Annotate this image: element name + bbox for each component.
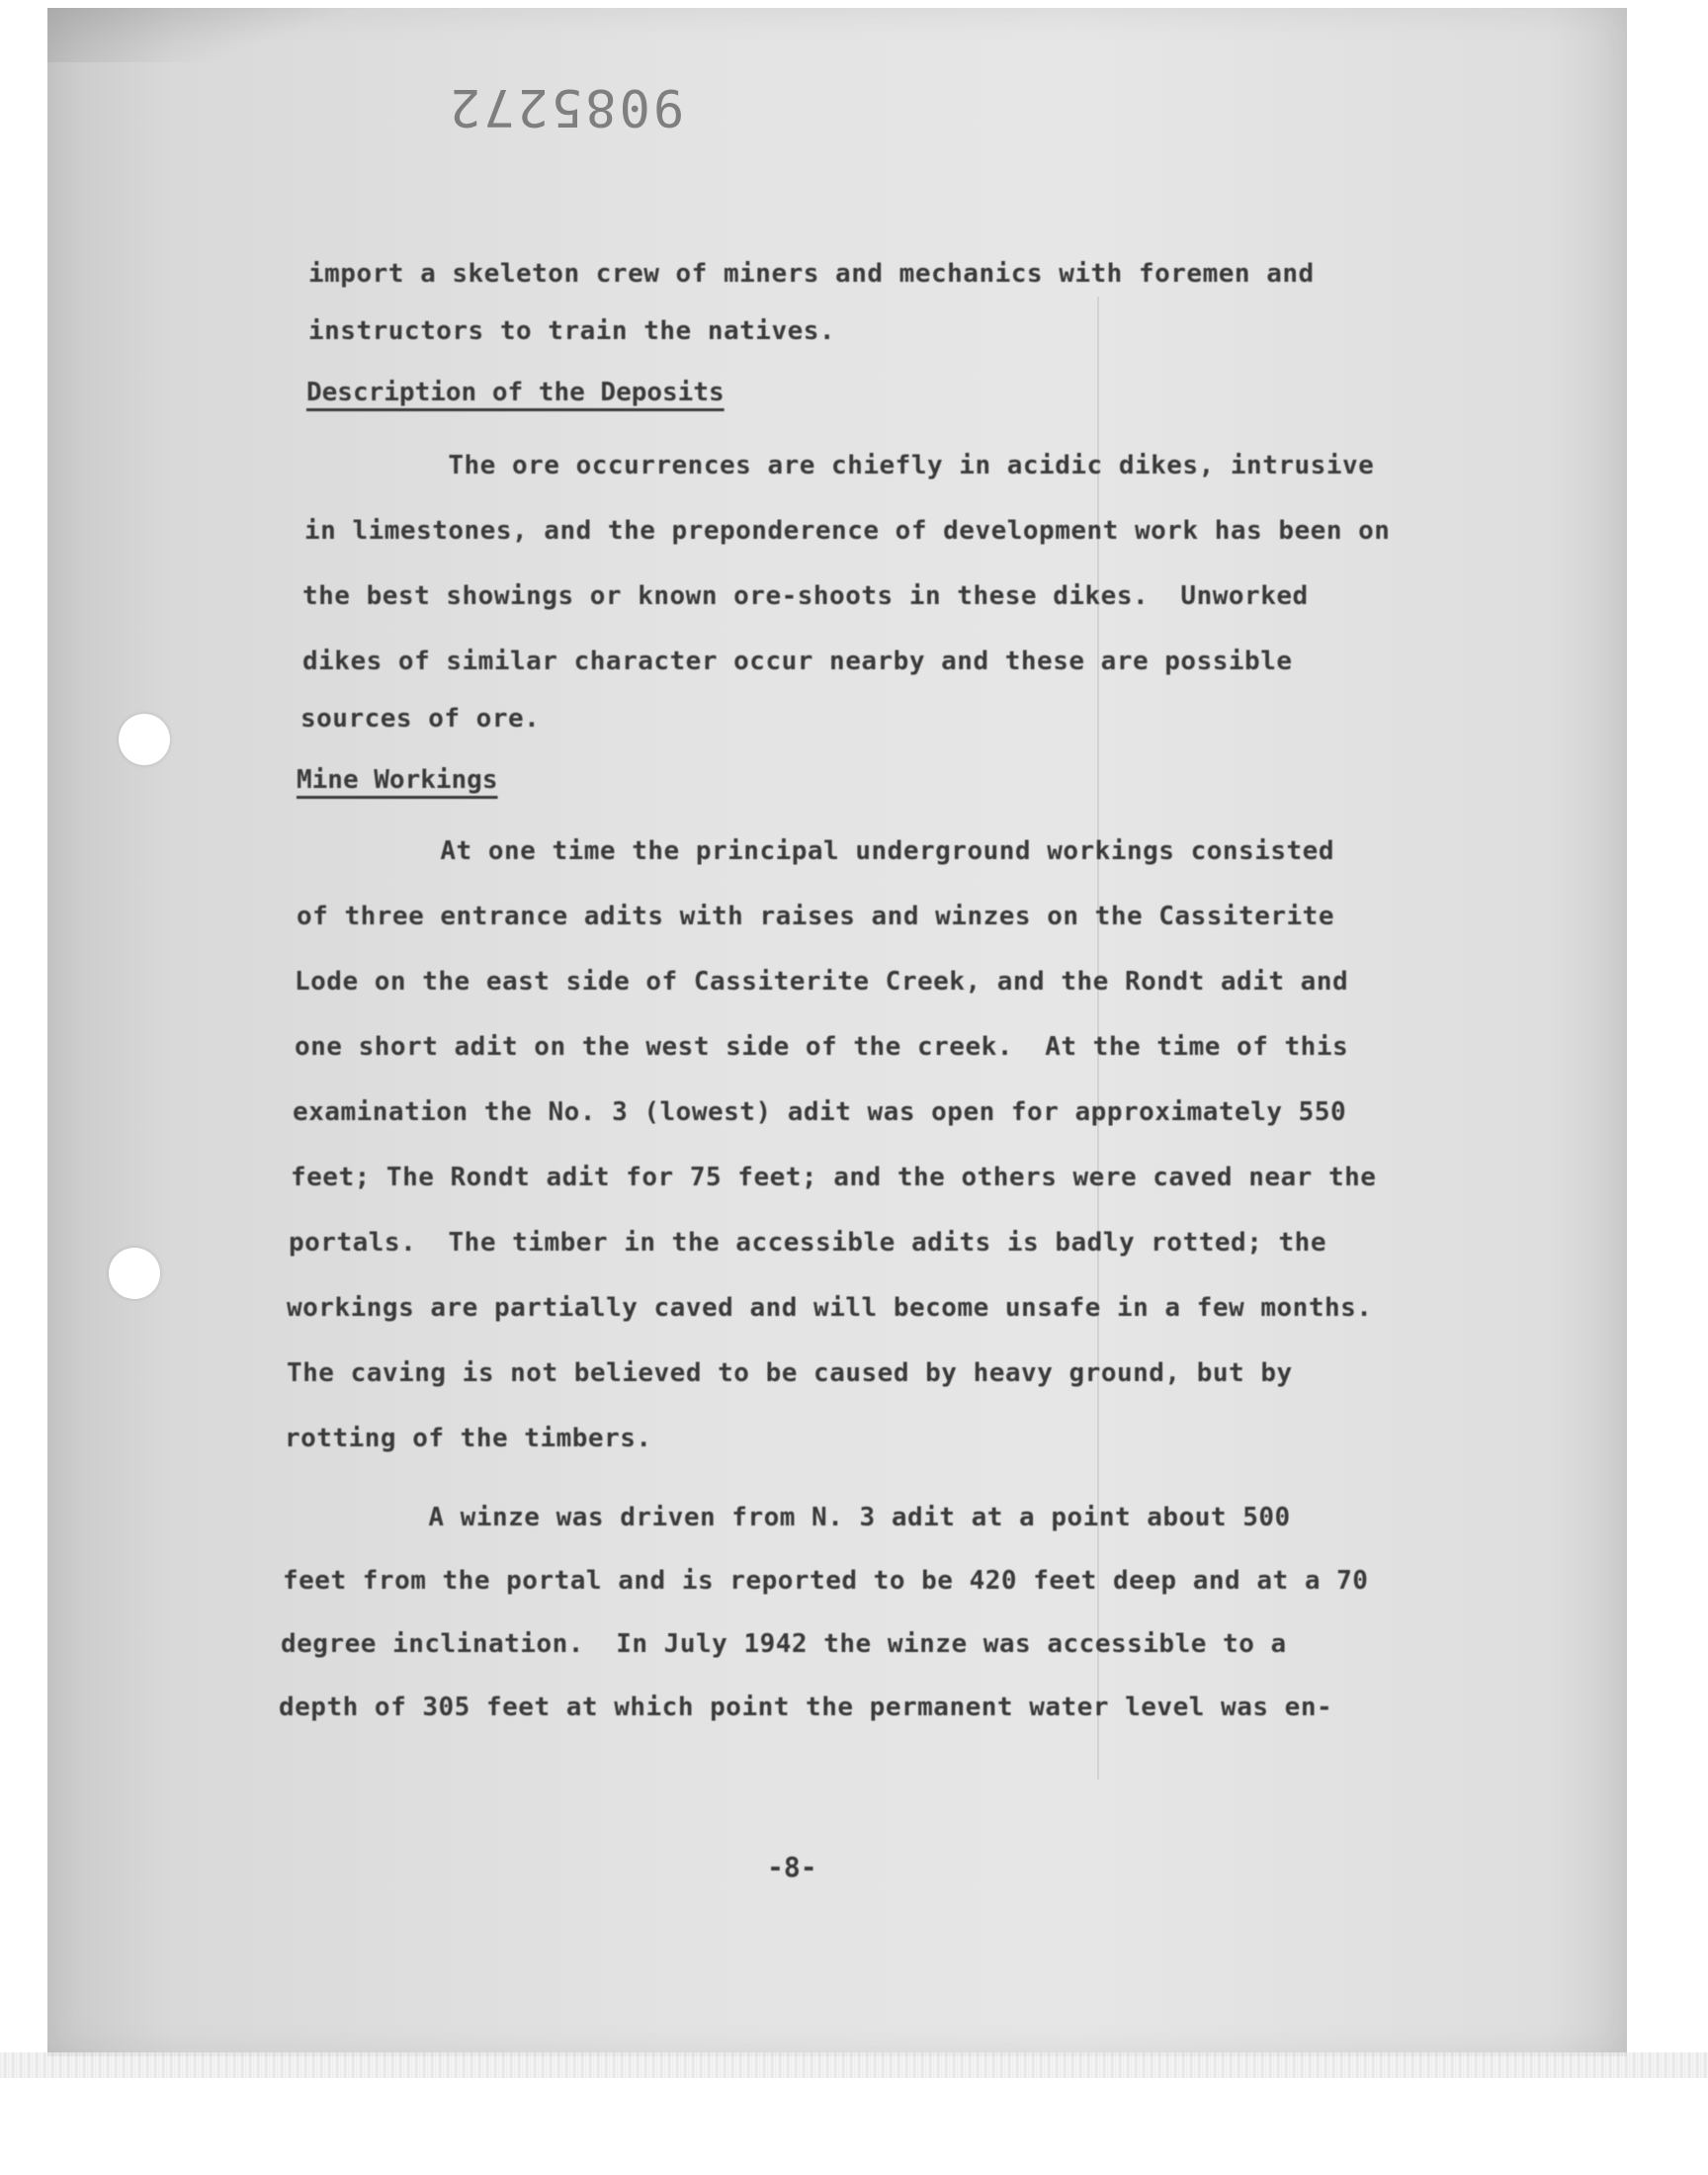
page-bottom-edge [0,2052,1708,2078]
section-heading-deposits: Description of the Deposits [306,378,725,407]
text-line: sources of ore. [300,704,541,734]
section-heading-mine-workings: Mine Workings [297,765,498,795]
text-line: examination the No. 3 (lowest) adit was open for approximately 550 [293,1097,1347,1127]
text-line: portals. The timber in the accessible adits is badly rotted; the [289,1228,1326,1258]
text-line: workings are partially caved and will become unsafe in a few months. [287,1293,1373,1323]
text-line: the best showings or known ore-shoots in these dikes. Unworked [302,581,1309,611]
text-line: At one time the principal underground workings consisted [297,836,1334,866]
page-number: -8- [767,1851,817,1883]
text-line: of three entrance adits with raises and winzes on the Cassiterite [297,902,1334,931]
text-line: instructors to train the natives. [308,316,836,346]
text-line: The caving is not believed to be caused by heavy ground, but by [287,1358,1293,1388]
text-line: A winze was driven from N. 3 adit at a point about 500 [285,1503,1291,1532]
page-corner-scuff [47,8,344,62]
text-line: The ore occurrences are chiefly in acidic dikes, intrusive [304,451,1375,480]
text-line: one short adit on the west side of the creek. At the time of this [295,1032,1349,1062]
text-line: feet; The Rondt adit for 75 feet; and the others were caved near the [291,1163,1377,1192]
document-stamp-number: 9085272 [447,77,685,136]
text-line: degree inclination. In July 1942 the winze was accessible to a [281,1629,1287,1659]
text-line: in limestones, and the preponderence of development work has been on [304,516,1391,546]
text-line: Lode on the east side of Cassiterite Creek, and the Rondt adit and [295,967,1349,997]
punch-hole-upper [119,714,170,765]
text-line: import a skeleton crew of miners and mechanics with foremen and [308,259,1315,289]
text-line: depth of 305 feet at which point the permanent water level was en- [279,1693,1333,1722]
text-line: dikes of similar character occur nearby and these are possible [302,647,1293,676]
punch-hole-lower [109,1248,160,1299]
text-line: feet from the portal and is reported to be 420 feet deep and at a 70 [283,1566,1369,1596]
text-line: rotting of the timbers. [285,1424,652,1453]
